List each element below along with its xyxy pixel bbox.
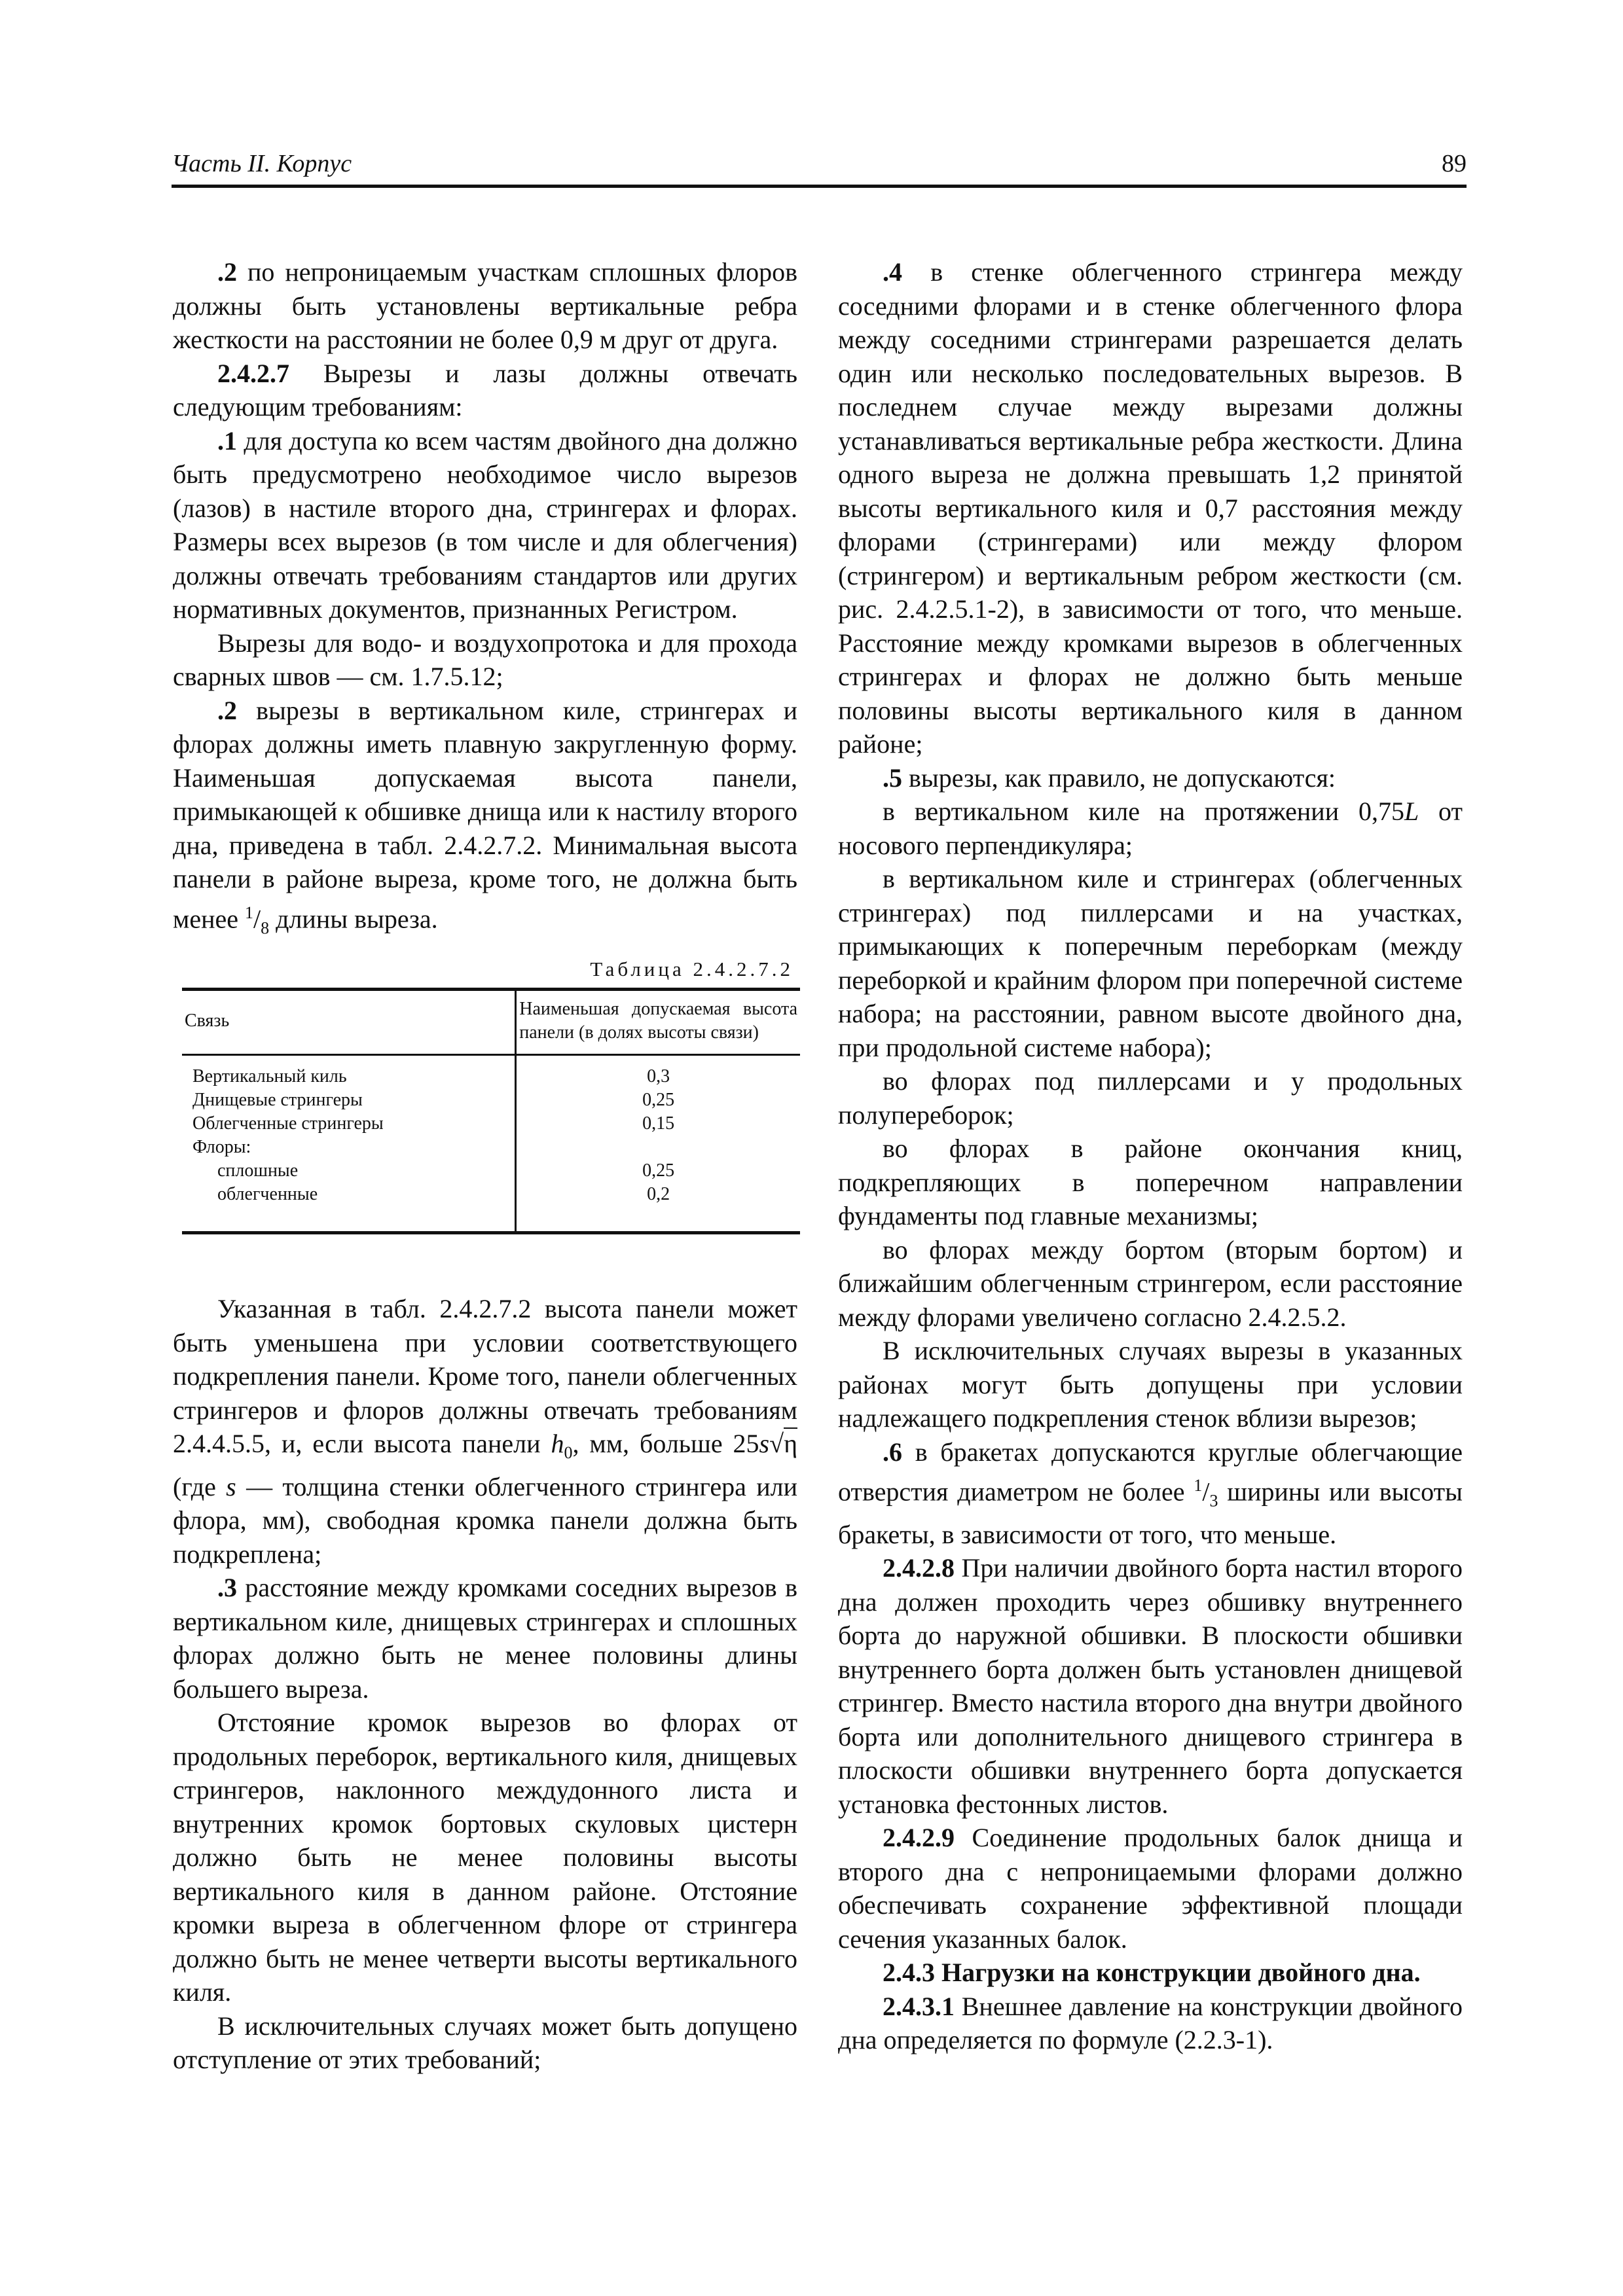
clause-number: 2.4.2.9 — [883, 1823, 955, 1853]
spacer — [173, 1234, 797, 1292]
item-number: .1 — [217, 425, 237, 456]
table-cell: сплошные — [217, 1160, 299, 1181]
clause-number: 2.4.2.8 — [883, 1553, 955, 1583]
paragraph-text: — толщина стенки облегченного стрингера или флора, мм), свободная кромка панели должна быть подкреплена; — [173, 1471, 797, 1569]
table-cell: Флоры: — [192, 1137, 251, 1158]
paragraph — [838, 255, 1463, 761]
page-header — [172, 145, 1467, 188]
table-cell: Вертикальный киль — [192, 1066, 347, 1087]
paragraph — [838, 1132, 1463, 1233]
paragraph — [838, 1233, 1463, 1335]
paragraph-text: в вертикальном киле на протяжении 0,75 — [883, 797, 1404, 826]
table-row — [182, 1159, 800, 1183]
paragraph — [173, 357, 797, 424]
paragraph — [838, 1334, 1463, 1435]
math-symbol: η — [784, 1429, 797, 1459]
paragraph-text: во флорах под пиллерсами и у продольных полупереборок; — [838, 1066, 1463, 1130]
paragraph-text: Внешнее давление на конструкции двойного дна определяется по формуле (2.2.3-1). — [838, 1991, 1463, 2055]
paragraph-text: Вырезы для водо- и воздухопротока и для прохода сварных швов — см. 1.7.5.12; — [173, 628, 797, 691]
paragraph — [173, 1292, 797, 1571]
paragraph — [838, 795, 1463, 862]
item-number: .2 — [217, 695, 237, 725]
fraction-numerator: 1 — [244, 903, 253, 922]
paragraph-text: во флорах в районе окончания книц, подкрепляющих в поперечном направлении фундаменты под главные механизмы; — [838, 1134, 1463, 1230]
table-header-connection: Связь — [182, 990, 516, 1055]
paragraph-text: по непроницаемым участкам сплошных флоров должны быть установлены вертикальные ребра жесткости на расстоянии не более 0,9 м друг от друга. — [173, 257, 797, 354]
item-number: .2 — [217, 257, 237, 287]
sqrt-sign: √ — [769, 1429, 784, 1459]
paragraph — [173, 255, 797, 357]
table-row — [182, 1136, 800, 1159]
table-row — [182, 1088, 800, 1112]
fraction-denominator: 3 — [1209, 1491, 1218, 1511]
table-cell: 0,3 — [516, 1055, 800, 1089]
paragraph — [173, 424, 797, 626]
paragraph-text: В исключительных случаях может быть допущено отступление от этих требований; — [173, 2011, 797, 2075]
clause-number: 2.4.3.1 — [883, 1991, 955, 2021]
paragraph-text: вырезы, как правило, не допускаются: — [902, 762, 1336, 793]
paragraph-text: Соединение продольных балок днища и второго дна с непроницаемыми флорами должно обеспечивать сохранение эффективной площади сечения указанных балок. — [838, 1823, 1463, 1954]
paragraph-text: для доступа ко всем частям двойного дна должно быть предусмотрено необходимое число вырезов (лазов) в настиле второго дна, стрингерах и флорах. Размеры всех вырезов (в том числе и для облегчения) должны отвечать требованиям стандартов или других нормативных документов, признанных Регистром. — [173, 425, 797, 624]
table-cell: 0,2 — [516, 1183, 800, 1233]
math-symbol: s — [226, 1471, 236, 1501]
table-cell: Облегченные стрингеры — [192, 1113, 384, 1134]
page-number: 89 — [1442, 150, 1467, 177]
paragraph-text: в бракетах допускаются круглые облегчающие отверстия диаметром не более — [838, 1437, 1463, 1507]
table-cell — [516, 1136, 800, 1159]
table-row — [182, 1183, 800, 1233]
fraction-denominator: 8 — [261, 918, 270, 937]
item-number: .4 — [883, 257, 902, 287]
paragraph-text: При наличии двойного борта настил второго дна должен проходить через обшивку внутреннего борта до наружной обшивки. В плоскости обшивки внутреннего борта должен быть установлен днищевой стрингер. Вместо настила второго дна внутри двойного борта или дополнительного днищевого стрингера в плоскости обшивки внутреннего борта допускается установка фестонных листов. — [838, 1553, 1463, 1819]
table-caption: Таблица 2.4.2.7.2 — [590, 958, 793, 981]
paragraph-text: В исключительных случаях вырезы в указанных районах могут быть допущены при условии надлежащего подкрепления стенок вблизи вырезов; — [838, 1336, 1463, 1433]
paragraph — [838, 1551, 1463, 1821]
paragraph — [173, 2009, 797, 2077]
paragraph-text: длины выреза. — [269, 903, 438, 933]
paragraph-text: Вырезы и лазы должны отвечать следующим требованиям: — [173, 358, 797, 422]
paragraph-text: в стенке облегченного стрингера между соседними флорами и в стенке облегченного флора между соседними стрингерами разрешается делать один или несколько последовательных вырезов. В последнем случае между вырезами должны устанавливаться вертикальные ребра жесткости. Длина одного выреза не должна превышать 1,2 принятой высоты вертикального киля и 0,7 расстояния между флорами (стрингерами) или между флором (стрингером) и вертикальным ребром жесткости (см. рис. 2.4.2.5.1-2), в зависимости от того, что меньше. Расстояние между кромками вырезов в облегченных стрингерах и флорах не должно быть меньше половины высоты вертикального киля в данном районе; — [838, 257, 1463, 759]
paragraph: .2 вырезы в вертикальном киле, стрингерах и флорах должны иметь плавную закругленную форму. Наименьшая допускаемая высота панели, примыкающей к обшивке днища или к настилу второго дна, приведена в табл. 2.4.2.7.2. Минимальная высота панели в районе выреза, кроме того, не должна быть менее $^1/_8$ длины выреза. — [173, 695, 797, 937]
paragraph — [838, 1821, 1463, 1956]
paragraph-text: в вертикальном киле и стрингерах (облегченных стрингерах) под пиллерсами и на участках, примыкающих к поперечным переборкам (между переборкой и крайним флором при поперечной системе набора; на расстоянии, равном высоте двойного дна, при продольной системе набора); — [838, 864, 1463, 1062]
table-header-min-height: Наименьшая допускаемая высота панели (в долях высоты связи) — [516, 990, 800, 1055]
table-cell: облегченные — [217, 1184, 318, 1205]
section-heading-text: 2.4.3 Нагрузки на конструкции двойного дна. — [883, 1958, 1421, 1988]
paragraph — [838, 862, 1463, 1064]
table-cell: Днищевые стрингеры — [192, 1090, 363, 1111]
left-column — [173, 255, 797, 2077]
paragraph — [838, 761, 1463, 795]
table-cell: 0,25 — [516, 1159, 800, 1183]
table-row — [182, 1112, 800, 1136]
running-title: Часть II. Корпус — [172, 150, 352, 177]
table-cell: 0,15 — [516, 1112, 800, 1136]
clause-number: 2.4.2.7 — [217, 358, 289, 388]
paragraph-text: вырезы в вертикальном киле, стрингерах и флорах должны иметь плавную закругленную форму. Наименьшая допускаемая высота панели, примыкающей к обшивке днища или к настилу второго дна, приведена в табл. 2.4.2.7.2. Минимальная высота панели в районе выреза, кроме того, не должна быть менее — [173, 695, 797, 933]
right-column — [838, 255, 1463, 2057]
paragraph-text: (где — [173, 1471, 227, 1501]
paragraph-text: во флорах между бортом (вторым бортом) и ближайшим облегченным стрингером, если расстояние между флорами увеличено согласно 2.4.2.5.2. — [838, 1234, 1463, 1332]
item-number: .5 — [883, 762, 902, 793]
paragraph — [838, 1064, 1463, 1132]
paragraph-text: ширины или высоты бракеты, в зависимости от того, что меньше. — [838, 1477, 1463, 1549]
paragraph-text: Указанная в табл. 2.4.2.7.2 высота панели может быть уменьшена при условии соответствующего подкрепления панели. Кроме того, панели облегченных стрингеров и флоров должны отвечать требованиям 2.4.4.5.5, и, если высота панели — [173, 1294, 797, 1459]
math-symbol: s — [759, 1429, 770, 1459]
item-number: .6 — [883, 1437, 902, 1467]
panel-height-table — [182, 988, 800, 1234]
paragraph-text: Отстояние кромок вырезов во флорах от продольных переборок, вертикального киля, днищевых стрингеров, наклонного междудонного листа и внутренних кромок бортовых скуловых цистерн должно быть не менее половины высоты вертикального киля в данном районе. Отстояние кромки выреза в облегченном флоре от стрингера должно быть не менее четверти высоты вертикального киля. — [173, 1708, 797, 2007]
paragraph-text: от носового перпендикуляра; — [838, 797, 1463, 860]
paragraph — [173, 1571, 797, 1706]
math-subscript: 0 — [564, 1443, 573, 1463]
table-row — [182, 1055, 800, 1089]
paragraph — [838, 1990, 1463, 2057]
math-symbol: h — [551, 1429, 564, 1459]
paragraph-text: расстояние между кромками соседних вырезов в вертикальном киле, днищевых стрингерах и сплошных флорах должно быть не менее половины длины большего выреза. — [173, 1573, 797, 1704]
table-cell: 0,25 — [516, 1088, 800, 1112]
paragraph: .6 в бракетах допускаются круглые облегчающие отверстия диаметром не более $^1/_3$ ширины или высоты бракеты, в зависимости от того, что меньше. — [838, 1437, 1463, 1549]
fraction-numerator: 1 — [1194, 1476, 1203, 1495]
item-number: .3 — [217, 1573, 237, 1603]
paragraph-text: , мм, больше 25 — [572, 1429, 759, 1459]
section-heading — [838, 1956, 1463, 1990]
math-symbol: L — [1404, 797, 1419, 826]
paragraph — [173, 626, 797, 694]
paragraph — [173, 1706, 797, 2009]
